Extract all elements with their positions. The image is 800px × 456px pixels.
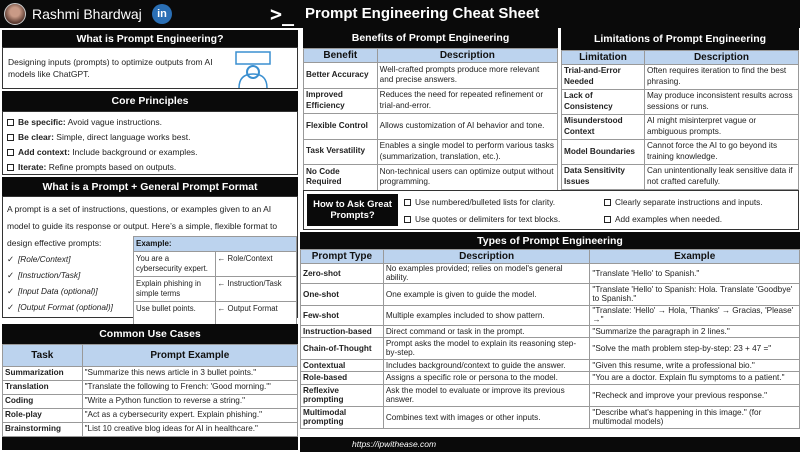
row-cell: May produce inconsistent results across sessions or runs. — [644, 90, 798, 115]
principle-item — [7, 147, 297, 157]
check-icon: ✓ — [7, 302, 14, 312]
row-label: Reflexive prompting — [301, 384, 384, 406]
principle-label: Be clear: — [18, 132, 54, 142]
ai-brain-icon — [233, 50, 273, 88]
row-cell: "Act as a cybersecurity expert. Explain phishing." — [82, 409, 297, 423]
row-cell: "Recheck and improve your previous response." — [590, 384, 800, 406]
row-label: Lack of Consistency — [562, 90, 645, 115]
checkbox-icon — [7, 134, 14, 141]
table-row — [562, 65, 799, 90]
table-row — [304, 139, 558, 165]
footer-url[interactable]: https://ipwithease.com — [300, 437, 800, 452]
format-element-label: [Instruction/Task] — [17, 270, 81, 280]
example-header-row — [134, 237, 297, 252]
row-cell: Ask the model to evaluate or improve its previous answer. — [383, 384, 590, 406]
format-element-label: [Input Data (optional)] — [17, 286, 98, 296]
checkbox-icon — [7, 119, 14, 126]
what-is-panel — [2, 47, 298, 89]
header-bar — [0, 0, 800, 28]
benefits-table — [303, 48, 558, 191]
tip-item — [604, 197, 763, 207]
row-cell: "List 10 creative blog ideas for AI in healthcare." — [82, 423, 297, 437]
row-label: Task Versatility — [304, 139, 378, 165]
example-cell: Use bullet points. — [134, 302, 216, 327]
row-cell: Multiple examples included to show pattern. — [383, 305, 590, 325]
types-heading: Types of Prompt Engineering — [300, 232, 800, 249]
row-cell: Can unintentionally leak sensitive data if not crafted carefully. — [644, 165, 798, 190]
row-cell: Includes background/context to guide the answer. — [383, 359, 590, 371]
header-row — [301, 250, 800, 264]
row-label: Data Sensitivity Issues — [562, 165, 645, 190]
tip-item — [404, 214, 560, 224]
row-label: Role-based — [301, 371, 384, 384]
row-cell: No examples provided; relies on model's general ability. — [383, 264, 590, 284]
table-row — [562, 115, 799, 140]
tip-text: Use numbered/bulleted lists for clarity. — [415, 197, 556, 207]
column-header: Task — [3, 345, 83, 367]
footer-bar-left — [2, 437, 298, 450]
table-row — [301, 305, 800, 325]
row-cell: Often requires iteration to find the best phrasing. — [644, 65, 798, 90]
use-cases-table — [2, 344, 298, 437]
row-cell: "Given this resume, write a professional bio." — [590, 359, 800, 371]
table-row — [301, 337, 800, 359]
table-row — [3, 367, 298, 381]
example-row — [134, 252, 297, 277]
table-row — [301, 371, 800, 384]
format-elements — [7, 254, 113, 318]
terminal-prompt-icon: >_ — [270, 2, 295, 26]
row-label: Coding — [3, 395, 83, 409]
core-principles-list — [2, 111, 298, 175]
row-label: Model Boundaries — [562, 140, 645, 165]
principle-item — [7, 132, 297, 142]
row-label: No Code Required — [304, 165, 378, 191]
row-cell: Cannot force the AI to go beyond its training knowledge. — [644, 140, 798, 165]
tip-text: Use quotes or delimiters for text blocks. — [415, 214, 561, 224]
header-row — [3, 345, 298, 367]
table-row — [304, 63, 558, 89]
row-label: Contextual — [301, 359, 384, 371]
table-row — [304, 165, 558, 191]
limitations-table — [561, 50, 799, 190]
prompt-definition: A prompt is a set of instructions, questions, or examples given to an AI model to guide its response or output. Here’s a simple, flexible format to design effective prompts: — [7, 204, 278, 248]
principle-text: Include background or examples. — [69, 147, 198, 157]
column-header: Description — [377, 49, 557, 63]
row-label: Trial-and-Error Needed — [562, 65, 645, 90]
row-label: Misunderstood Context — [562, 115, 645, 140]
table-row — [562, 90, 799, 115]
prompt-format-panel — [2, 196, 298, 318]
row-cell: "Write a Python function to reverse a string." — [82, 395, 297, 409]
example-row — [134, 277, 297, 302]
column-header: Prompt Example — [82, 345, 297, 367]
row-label: Few-shot — [301, 305, 384, 325]
table-row — [301, 406, 800, 428]
table-row — [3, 409, 298, 423]
principle-label: Add context: — [18, 147, 70, 157]
tip-text: Clearly separate instructions and inputs. — [615, 197, 763, 207]
row-label: Translation — [3, 381, 83, 395]
checkbox-icon — [604, 216, 611, 223]
checkbox-icon — [7, 149, 14, 156]
example-cell: ← Output Format — [215, 302, 297, 327]
row-label: Flexible Control — [304, 114, 378, 140]
tip-item — [604, 214, 722, 224]
principle-label: Iterate: — [18, 162, 47, 172]
row-label: Zero-shot — [301, 264, 384, 284]
column-header: Example — [590, 250, 800, 264]
row-label: Brainstorming — [3, 423, 83, 437]
table-row — [304, 114, 558, 140]
example-row — [134, 302, 297, 327]
row-label: Multimodal prompting — [301, 406, 384, 428]
prompt-format-heading: What is a Prompt + General Prompt Format — [2, 177, 298, 196]
use-cases-heading: Common Use Cases — [2, 324, 298, 344]
check-icon: ✓ — [7, 286, 14, 296]
row-cell: "You are a doctor. Explain flu symptoms to a patient." — [590, 371, 800, 384]
benefits-heading: Benefits of Prompt Engineering — [303, 28, 558, 48]
row-cell: Well-crafted prompts produce more relevant and precise answers. — [377, 63, 557, 89]
format-element — [7, 254, 113, 264]
table-row — [301, 325, 800, 337]
format-element — [7, 270, 113, 280]
table-row — [562, 165, 799, 190]
column-header: Limitation — [562, 51, 645, 65]
row-cell: Combines text with images or other inputs. — [383, 406, 590, 428]
principle-item — [7, 117, 297, 127]
linkedin-icon[interactable]: in — [152, 4, 172, 24]
what-is-text: Designing inputs (prompts) to optimize outputs from AI models like ChatGPT. — [8, 57, 213, 79]
principle-text: Simple, direct language works best. — [53, 132, 191, 142]
column-header: Description — [383, 250, 590, 264]
column-header: Description — [644, 51, 798, 65]
format-element-label: [Role/Context] — [17, 254, 71, 264]
row-label: Instruction-based — [301, 325, 384, 337]
row-cell: Allows customization of AI behavior and tone. — [377, 114, 557, 140]
row-cell: Assigns a specific role or persona to the model. — [383, 371, 590, 384]
example-cell: Explain phishing in simple terms — [134, 277, 216, 302]
column-header: Benefit — [304, 49, 378, 63]
example-table — [133, 236, 297, 327]
row-cell: "Translate 'Hello' to Spanish: Hola. Translate 'Goodbye' to Spanish." — [590, 283, 800, 305]
header-row — [562, 51, 799, 65]
header-row — [304, 49, 558, 63]
row-label: Chain-of-Thought — [301, 337, 384, 359]
format-element — [7, 302, 113, 312]
row-cell: AI might misinterpret vague or ambiguous prompts. — [644, 115, 798, 140]
row-label: Improved Efficiency — [304, 88, 378, 114]
limitations-heading: Limitations of Prompt Engineering — [561, 28, 799, 50]
row-cell: Non-technical users can optimize output without programming. — [377, 165, 557, 191]
author-name: Rashmi Bhardwaj — [32, 6, 142, 22]
row-cell: "Translate 'Hello' to Spanish." — [590, 264, 800, 284]
table-row — [301, 384, 800, 406]
row-cell: Prompt asks the model to explain its reasoning step-by-step. — [383, 337, 590, 359]
principle-label: Be specific: — [18, 117, 66, 127]
table-row — [301, 359, 800, 371]
how-to-heading: How to Ask Great Prompts? — [307, 194, 398, 226]
example-cell: ← Instruction/Task — [215, 277, 297, 302]
principle-item — [7, 162, 297, 172]
what-is-heading: What is Prompt Engineering? — [2, 30, 298, 47]
table-row — [301, 264, 800, 284]
tip-item — [404, 197, 555, 207]
check-icon: ✓ — [7, 270, 14, 280]
format-element — [7, 286, 113, 296]
table-row — [3, 381, 298, 395]
row-label: Summarization — [3, 367, 83, 381]
checkbox-icon — [7, 164, 14, 171]
row-cell: Reduces the need for repeated refinement or trial-and-error. — [377, 88, 557, 114]
table-row — [3, 395, 298, 409]
row-cell: "Solve the math problem step-by-step: 23 + 47 =" — [590, 337, 800, 359]
row-label: One-shot — [301, 283, 384, 305]
core-principles-heading: Core Principles — [2, 91, 298, 111]
row-label: Better Accuracy — [304, 63, 378, 89]
row-cell: "Describe what's happening in this image." (for multimodal models) — [590, 406, 800, 428]
principle-text: Refine prompts based on outputs. — [46, 162, 177, 172]
row-cell: "Summarize this news article in 3 bullet points." — [82, 367, 297, 381]
checkbox-icon — [404, 216, 411, 223]
format-element-label: [Output Format (optional)] — [17, 302, 113, 312]
row-cell: Direct command or task in the prompt. — [383, 325, 590, 337]
example-header: Example: — [134, 237, 297, 252]
page-title: Prompt Engineering Cheat Sheet — [305, 5, 540, 22]
row-cell: "Translate: 'Hello' → Hola, 'Thanks' → Gracias, 'Please' →" — [590, 305, 800, 325]
table-row — [562, 140, 799, 165]
column-header: Prompt Type — [301, 250, 384, 264]
row-cell: "Translate the following to French: 'Good morning.'" — [82, 381, 297, 395]
row-label: Role-play — [3, 409, 83, 423]
avatar — [4, 3, 26, 25]
check-icon: ✓ — [7, 254, 14, 264]
principle-text: Avoid vague instructions. — [65, 117, 162, 127]
example-cell: You are a cybersecurity expert. — [134, 252, 216, 277]
example-cell: ← Role/Context — [215, 252, 297, 277]
table-row — [3, 423, 298, 437]
row-cell: "Summarize the paragraph in 2 lines." — [590, 325, 800, 337]
types-table — [300, 249, 800, 429]
row-cell: Enables a single model to perform various tasks (summarization, translation, etc.). — [377, 139, 557, 165]
tip-text: Add examples when needed. — [615, 214, 723, 224]
checkbox-icon — [404, 199, 411, 206]
table-row — [304, 88, 558, 114]
row-cell: One example is given to guide the model. — [383, 283, 590, 305]
table-row — [301, 283, 800, 305]
checkbox-icon — [604, 199, 611, 206]
how-to-panel — [303, 190, 799, 230]
